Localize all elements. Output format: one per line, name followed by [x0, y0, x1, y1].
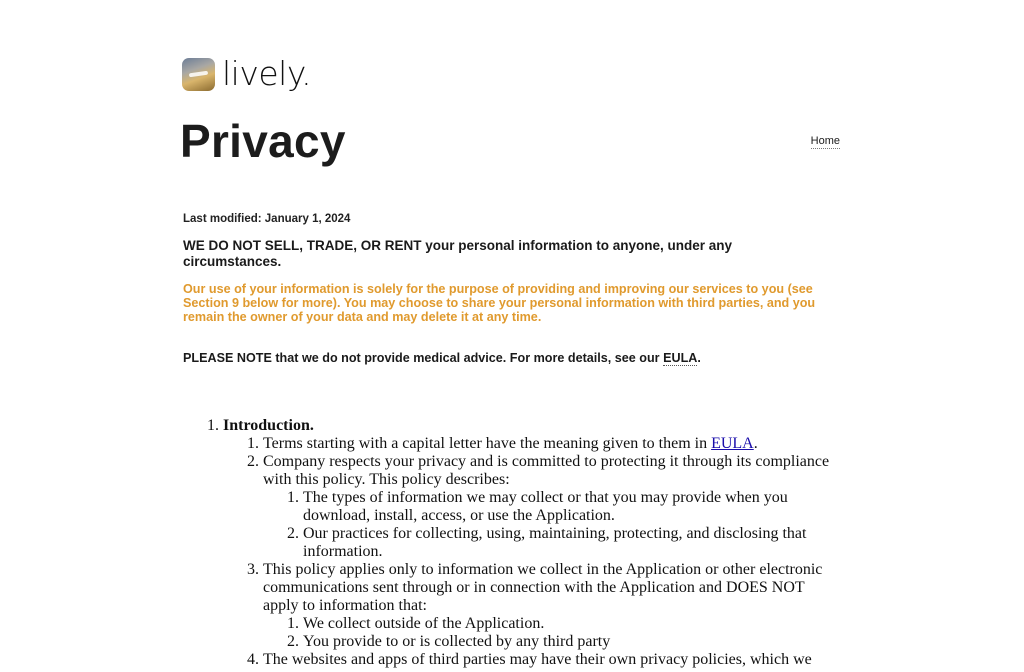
last-modified: Last modified: January 1, 2024 [183, 213, 351, 225]
list-item-text: Terms starting with a capital letter have the meaning given to them in [263, 435, 712, 452]
list-item-text: The websites and apps of third parties may have their own privacy policies, which we [263, 651, 812, 668]
list-item [263, 435, 843, 453]
nested-list-item: 1. The types of information we may collect or that you may provide when you download, install, access, or use the Application. [303, 489, 843, 525]
list-item [263, 561, 843, 651]
data-usage-statement: Our use of your information is solely for the purpose of providing and improving our services to you (see Section 9 below for more). You may choose to share your personal information with third parties, and you remain the owner of your data and may delete it at any time. [183, 282, 816, 324]
list-item-suffix: . [753, 435, 758, 452]
nested-list-item: 1. We collect outside of the Application. [303, 615, 843, 633]
policy-body [183, 417, 843, 669]
section-list [183, 417, 843, 669]
note-text: PLEASE NOTE that we do not provide medical advice. For more details, see our [183, 351, 664, 365]
note-suffix: . [697, 351, 701, 365]
home-link[interactable]: Home [810, 135, 840, 147]
brand-logo[interactable] [182, 55, 311, 93]
page-title: Privacy [180, 115, 346, 167]
brand-name: lively. [222, 54, 312, 93]
nested-list-item: 2. You provide to or is collected by any third party [303, 633, 843, 651]
list-item [263, 453, 843, 561]
section-heading: Introduction. [223, 417, 314, 434]
list-item-text: Company respects your privacy and is committed to protecting it through its compliance with this policy. This policy describes: [263, 453, 830, 488]
medical-advice-note [183, 351, 701, 365]
no-sell-statement: WE DO NOT SELL, TRADE, OR RENT your personal information to anyone, under any circumstances. [183, 238, 733, 269]
nested-list-item: 2. Our practices for collecting, using, maintaining, protecting, and disclosing that information. [303, 525, 843, 561]
eula-link[interactable]: EULA [711, 435, 754, 452]
nested-list [263, 489, 843, 561]
lively-logo-icon [182, 58, 215, 91]
subsection-list [223, 435, 843, 669]
section-introduction [223, 417, 843, 669]
nested-list [263, 615, 843, 651]
list-item [263, 651, 843, 669]
list-item-text: This policy applies only to information we collect in the Application or other electronic communications sent through or in connection with the Application and DOES NOT apply to information that: [263, 561, 823, 614]
eula-link[interactable]: EULA [663, 351, 698, 365]
